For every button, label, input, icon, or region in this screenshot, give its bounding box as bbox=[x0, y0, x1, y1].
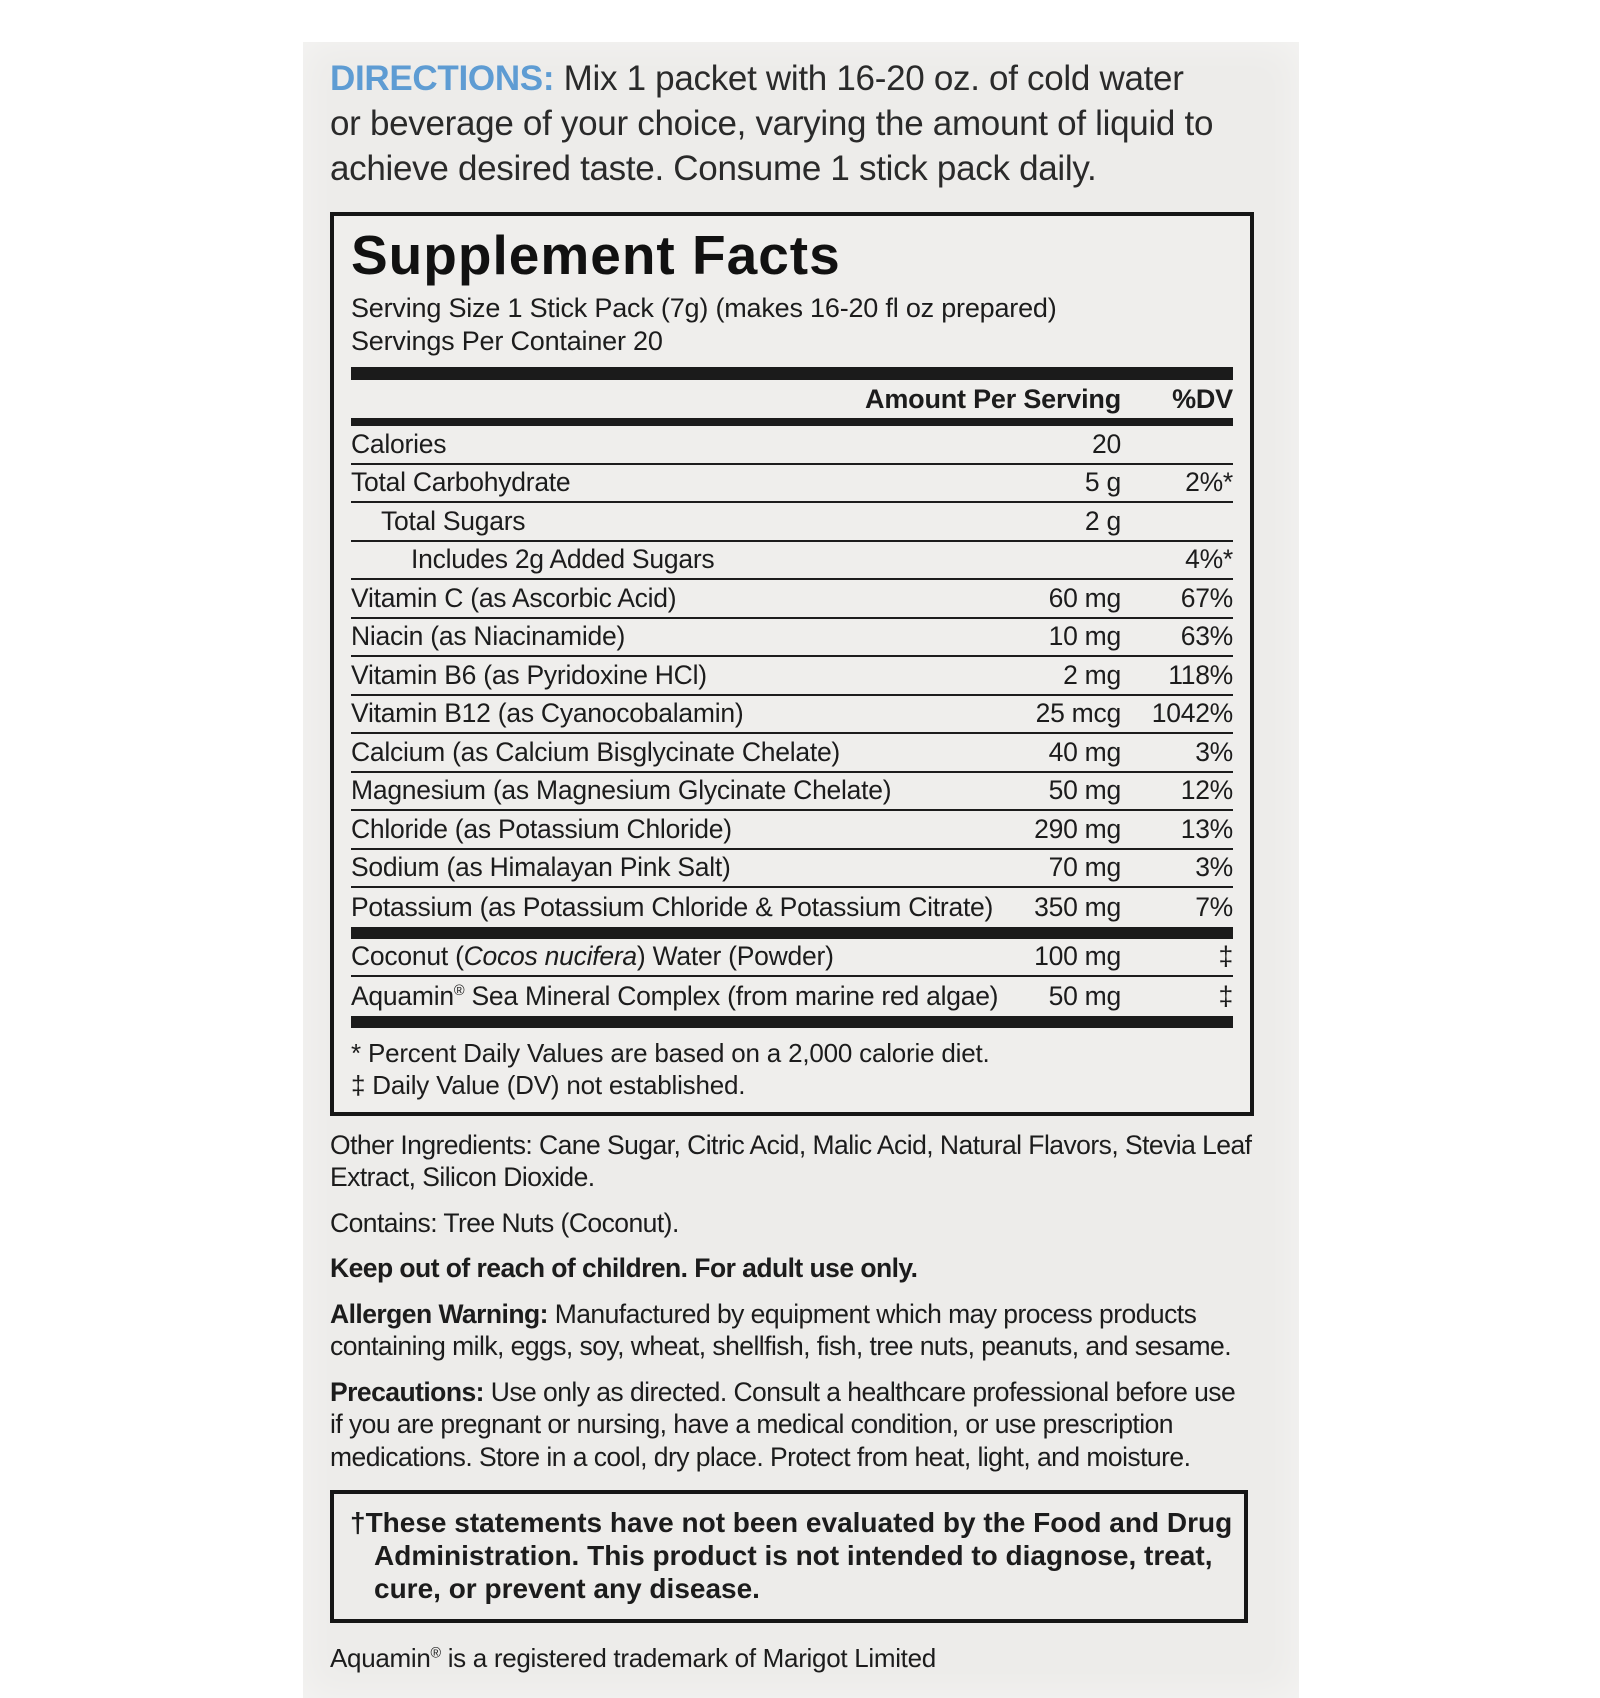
row-dv: 3% bbox=[1195, 736, 1233, 767]
registered-mark: ® bbox=[430, 1645, 441, 1662]
coconut-post: ) Water (Powder) bbox=[636, 941, 834, 972]
allergen-warning-label: Allergen Warning: bbox=[330, 1298, 548, 1329]
aquamin-trademark-line bbox=[330, 1643, 1259, 1674]
table-row-coconut-water bbox=[351, 939, 1233, 978]
table-row-added-sugars bbox=[351, 542, 1233, 581]
row-dv: 63% bbox=[1180, 621, 1233, 652]
row-dv: 1042% bbox=[1151, 698, 1233, 729]
botanical-rows bbox=[351, 939, 1233, 1016]
row-dv: 7% bbox=[1195, 891, 1233, 922]
trademark-text: is a registered trademark of Marigot Limited bbox=[440, 1643, 936, 1673]
row-name: Total Carbohydrate bbox=[351, 467, 571, 498]
row-dv: ‡ bbox=[1218, 980, 1233, 1011]
keep-out-of-reach-line: Keep out of reach of children. For adult use only. bbox=[330, 1253, 918, 1283]
row-amount: 60 mg bbox=[1048, 582, 1121, 613]
trademark-brand: Aquamin bbox=[330, 1643, 431, 1673]
thick-rule bbox=[351, 1016, 1233, 1028]
row-amount: 100 mg bbox=[1034, 941, 1121, 972]
servings-per-container-line: Servings Per Container 20 bbox=[351, 326, 663, 356]
table-row-niacin bbox=[351, 619, 1233, 658]
row-name: Magnesium (as Magnesium Glycinate Chelate) bbox=[351, 775, 892, 806]
nutrient-rows bbox=[351, 426, 1233, 927]
row-name: Chloride (as Potassium Chloride) bbox=[351, 813, 732, 844]
row-amount: 70 mg bbox=[1048, 852, 1121, 883]
row-name: Total Sugars bbox=[381, 505, 526, 536]
row-dv: 3% bbox=[1195, 852, 1233, 883]
allergen-warning-text: Manufactured by equipment which may process products containing milk, eggs, soy, wheat, shellfish, fish, tree nuts, peanuts, and sesame. bbox=[330, 1298, 1232, 1361]
fda-disclaimer-line: cure, or prevent any disease. bbox=[374, 1573, 760, 1604]
row-amount: 5 g bbox=[1084, 467, 1121, 498]
row-amount: 40 mg bbox=[1048, 736, 1121, 767]
other-ingredients-label: Other Ingredients: bbox=[330, 1129, 533, 1160]
aquamin-post: Sea Mineral Complex (from marine red algae) bbox=[464, 980, 999, 1011]
directions-label: DIRECTIONS: bbox=[330, 59, 555, 98]
footnote-dv-not-established: ‡ Daily Value (DV) not established. bbox=[351, 1069, 746, 1100]
row-amount: 50 mg bbox=[1048, 980, 1121, 1011]
row-dv: ‡ bbox=[1218, 941, 1233, 972]
other-ingredients-paragraph bbox=[330, 1129, 1252, 1194]
row-name bbox=[351, 941, 1001, 972]
supplement-facts-title: Supplement Facts bbox=[351, 224, 841, 286]
row-name: Calories bbox=[351, 428, 447, 459]
serving-size-line: Serving Size 1 Stick Pack (7g) (makes 16-20 fl oz prepared) bbox=[351, 293, 1057, 323]
product-label-panel bbox=[303, 42, 1299, 1698]
table-row-vitamin-b6 bbox=[351, 657, 1233, 696]
table-row-potassium bbox=[351, 888, 1233, 927]
supplement-facts-panel bbox=[330, 212, 1254, 1116]
thick-rule bbox=[351, 927, 1233, 939]
row-amount: 25 mcg bbox=[1035, 698, 1121, 729]
amount-per-serving-header: Amount Per Serving bbox=[865, 383, 1121, 414]
row-amount: 20 bbox=[1092, 428, 1121, 459]
fda-disclaimer-box bbox=[330, 1490, 1248, 1623]
thick-rule bbox=[351, 367, 1233, 380]
row-dv: 13% bbox=[1180, 813, 1233, 844]
coconut-pre: Coconut ( bbox=[351, 941, 464, 972]
row-name: Vitamin B12 (as Cyanocobalamin) bbox=[351, 698, 744, 729]
other-ingredients-text: Cane Sugar, Citric Acid, Malic Acid, Natural Flavors, Stevia Leaf Extract, Silicon Dioxide. bbox=[330, 1129, 1252, 1192]
fda-disclaimer-line: †These statements have not been evaluated by the Food and Drug bbox=[350, 1507, 1233, 1538]
table-row-aquamin bbox=[351, 977, 1233, 1016]
row-name: Vitamin C (as Ascorbic Acid) bbox=[351, 582, 677, 613]
row-name: Sodium (as Himalayan Pink Salt) bbox=[351, 852, 731, 883]
lower-text-sections bbox=[330, 1129, 1252, 1474]
row-amount: 290 mg bbox=[1034, 813, 1121, 844]
row-amount: 2 mg bbox=[1063, 659, 1121, 690]
registered-mark: ® bbox=[453, 982, 465, 999]
row-dv: 2%* bbox=[1185, 467, 1233, 498]
coconut-latin-name: Cocos nucifera bbox=[463, 941, 637, 972]
directions-text: Mix 1 packet with 16-20 oz. of cold water or beverage of your choice, varying the amount of liquid to achieve desired taste. Consume 1 stick pack daily. bbox=[330, 59, 1214, 188]
row-name bbox=[351, 981, 1001, 1012]
row-amount: 350 mg bbox=[1034, 891, 1121, 922]
row-name: Niacin (as Niacinamide) bbox=[351, 621, 626, 652]
row-dv: 118% bbox=[1168, 659, 1233, 690]
row-dv: 4%* bbox=[1185, 544, 1233, 575]
row-name: Includes 2g Added Sugars bbox=[411, 544, 715, 575]
table-row-vitamin-c bbox=[351, 580, 1233, 619]
table-column-headers bbox=[351, 380, 1233, 418]
row-amount: 50 mg bbox=[1048, 775, 1121, 806]
precautions-text: Use only as directed. Consult a healthcare professional before use if you are pregnant or nursing, have a medical condition, or use prescription medications. Store in a cool, dry place. Protect from heat, light, and moisture. bbox=[330, 1376, 1236, 1472]
table-row-total-sugars bbox=[351, 503, 1233, 542]
table-row-total-carbohydrate bbox=[351, 465, 1233, 504]
table-row-calcium bbox=[351, 734, 1233, 773]
row-dv: 67% bbox=[1180, 582, 1233, 613]
table-row-magnesium bbox=[351, 773, 1233, 812]
row-name: Vitamin B6 (as Pyridoxine HCl) bbox=[351, 659, 707, 690]
allergen-warning-paragraph bbox=[330, 1298, 1252, 1363]
row-name: Potassium (as Potassium Chloride & Potassium Citrate) bbox=[351, 891, 994, 922]
precautions-label: Precautions: bbox=[330, 1376, 484, 1407]
percent-dv-header: %DV bbox=[1172, 383, 1233, 414]
table-row-chloride bbox=[351, 811, 1233, 850]
table-row-calories bbox=[351, 426, 1233, 465]
directions-paragraph bbox=[330, 56, 1220, 191]
aquamin-brand: Aquamin bbox=[351, 980, 454, 1011]
precautions-paragraph bbox=[330, 1376, 1252, 1474]
row-amount: 10 mg bbox=[1048, 621, 1121, 652]
table-row-vitamin-b12 bbox=[351, 696, 1233, 735]
table-row-sodium bbox=[351, 850, 1233, 889]
row-name: Calcium (as Calcium Bisglycinate Chelate) bbox=[351, 736, 841, 767]
row-amount: 2 g bbox=[1084, 505, 1121, 536]
table-footnotes bbox=[351, 1037, 1233, 1101]
contains-line: Contains: Tree Nuts (Coconut). bbox=[330, 1207, 679, 1238]
row-dv: 12% bbox=[1180, 775, 1233, 806]
fda-disclaimer-line: Administration. This product is not intended to diagnose, treat, bbox=[374, 1540, 1213, 1571]
thick-rule bbox=[351, 418, 1233, 426]
footnote-daily-values: * Percent Daily Values are based on a 2,000 calorie diet. bbox=[351, 1037, 990, 1068]
